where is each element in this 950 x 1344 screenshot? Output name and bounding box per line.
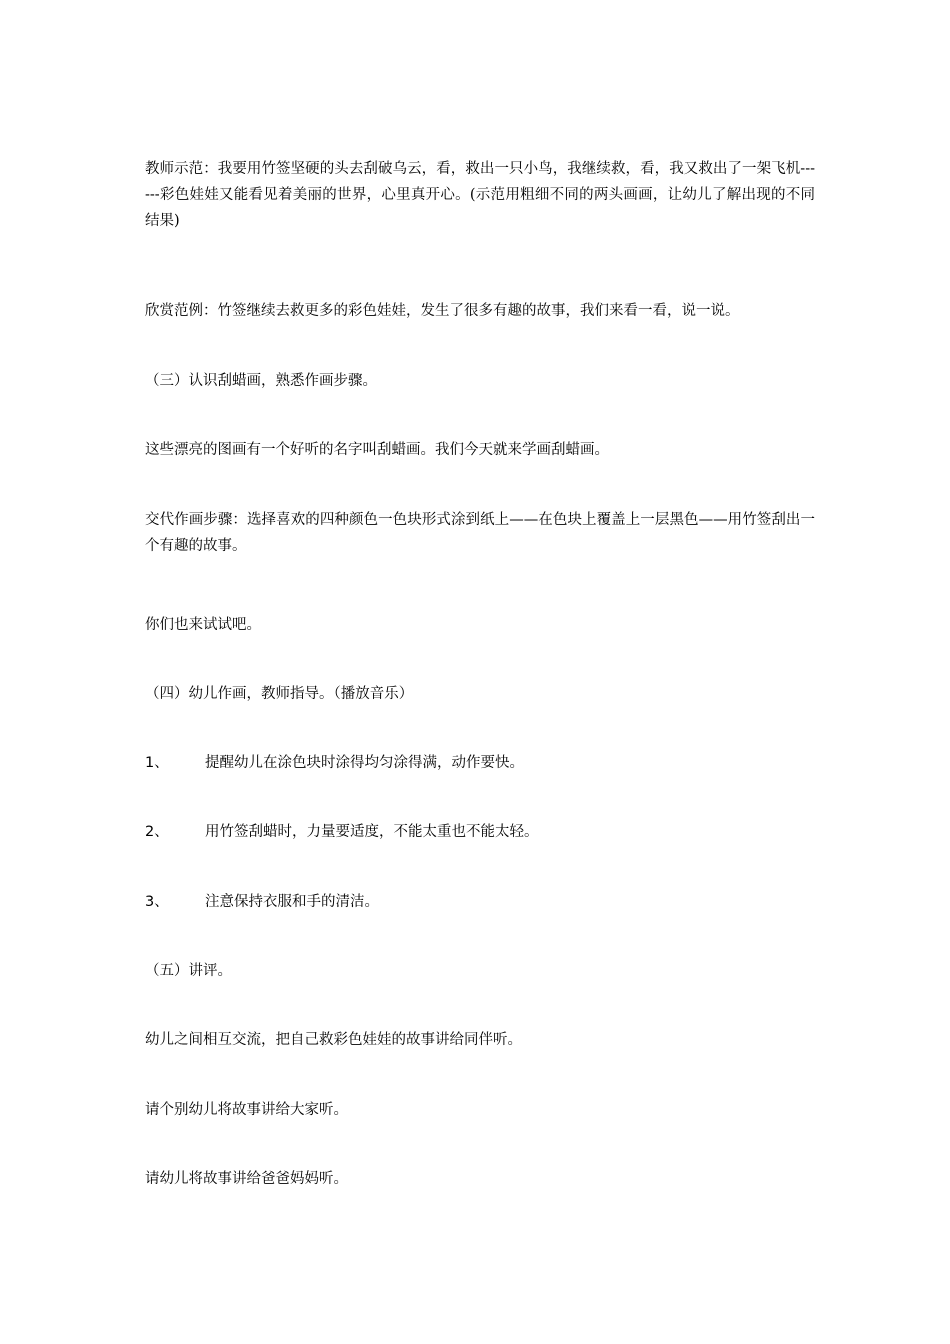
document-page bbox=[145, 0, 815, 1344]
list-item-text: 提醒幼儿在涂色块时涂得均匀涂得满，动作要快。 bbox=[205, 755, 524, 771]
paragraph-try-it: 你们也来试试吧。 bbox=[145, 617, 261, 633]
list-item-text: 注意保持衣服和手的清洁。 bbox=[205, 894, 379, 910]
paragraph-tell-parents: 请幼儿将故事讲给爸爸妈妈听。 bbox=[145, 1171, 348, 1187]
section-heading-3: （三）认识刮蜡画，熟悉作画步骤。 bbox=[145, 373, 377, 389]
list-item-text: 用竹签刮蜡时，力量要适度，不能太重也不能太轻。 bbox=[205, 824, 539, 840]
paragraph-teacher-demo: 教师示范：我要用竹签坚硬的头去刮破乌云，看，救出一只小鸟，我继续救，看，我又救出了一架飞机------彩色娃娃又能看见着美丽的世界，心里真开心。(示范用粗细不同的两头画画，让幼儿了解出现的不同结果) bbox=[145, 161, 815, 229]
list-item-number: 1、 bbox=[145, 755, 169, 771]
paragraph-tell-everyone: 请个别幼儿将故事讲给大家听。 bbox=[145, 1102, 348, 1118]
paragraph-introduce-scratch-art: 这些漂亮的图画有一个好听的名字叫刮蜡画。我们今天就来学画刮蜡画。 bbox=[145, 442, 609, 458]
paragraph-share-with-peers: 幼儿之间相互交流，把自己救彩色娃娃的故事讲给同伴听。 bbox=[145, 1032, 522, 1048]
section-heading-5: （五）讲评。 bbox=[145, 963, 232, 979]
section-heading-4: （四）幼儿作画，教师指导。（播放音乐） bbox=[145, 686, 414, 702]
list-item-number: 3、 bbox=[145, 894, 169, 910]
paragraph-appreciate-examples: 欣赏范例：竹签继续去救更多的彩色娃娃，发生了很多有趣的故事，我们来看一看，说一说。 bbox=[145, 303, 740, 319]
list-item-number: 2、 bbox=[145, 824, 169, 840]
paragraph-steps: 交代作画步骤：选择喜欢的四种颜色一色块形式涂到纸上——在色块上覆盖上一层黑色——用竹签刮出一个有趣的故事。 bbox=[145, 512, 815, 554]
